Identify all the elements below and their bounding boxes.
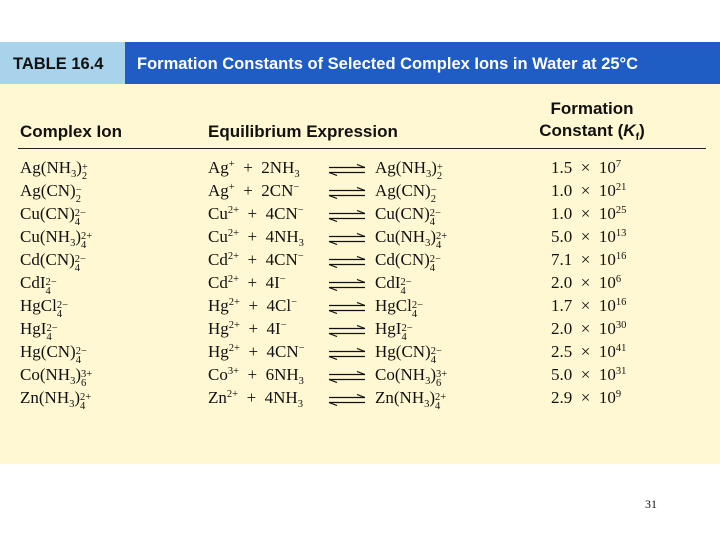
products-cell: HgI 2− 4	[375, 319, 413, 343]
header-divider	[18, 148, 706, 149]
page-number: 31	[645, 497, 657, 511]
table-row	[0, 202, 720, 228]
complex-ion-cell: HgI 2− 4	[20, 319, 58, 343]
complex-ion-cell: $Zn(NH_3)$ 2+ 4	[20, 388, 92, 412]
products-cell: $Ag(NH_3)$ + 2	[375, 158, 443, 182]
formation-constant-cell: $1.0 \times 10^{21}$	[551, 181, 627, 200]
equilibrium-arrow-icon	[327, 394, 367, 406]
reactants-cell: $Co^{3+} + 6NH_3$	[208, 365, 304, 387]
complex-ion-cell: $Cu(NH_3)$ 2+ 4	[20, 227, 93, 251]
column-header-equilibrium: Equilibrium Expression	[208, 122, 398, 141]
products-cell: HgCl 2− 4	[375, 296, 424, 320]
complex-ion-cell: Cd(CN) 2− 4	[20, 250, 86, 274]
complex-ion-cell: CdI 2− 4	[20, 273, 57, 297]
arrow-cell	[327, 253, 367, 273]
formation-constant-cell: $1.0 \times 10^{25}$	[551, 204, 627, 223]
complex-ion-cell: Ag(CN) − 2	[20, 181, 82, 205]
arrow-cell	[327, 276, 367, 296]
products-cell: Cd(CN) 2− 4	[375, 250, 441, 274]
arrow-cell	[327, 368, 367, 388]
formation-constant-cell: $2.0 \times 10^6$	[551, 273, 622, 292]
equilibrium-arrow-icon	[327, 302, 367, 314]
arrow-cell	[327, 299, 367, 319]
equilibrium-arrow-icon	[327, 187, 367, 199]
arrow-cell	[327, 322, 367, 342]
table-row	[0, 248, 720, 274]
arrow-cell	[327, 184, 367, 204]
complex-ion-cell: Cu(CN) 2− 4	[20, 204, 86, 228]
table-header-bar	[0, 42, 720, 84]
table-row	[0, 363, 720, 389]
formation-constant-cell: $7.1 \times 10^{16}$	[551, 250, 627, 269]
table-row	[0, 225, 720, 251]
formation-constant-cell: $2.9 \times 10^9$	[551, 388, 622, 407]
table-row	[0, 294, 720, 320]
table-row	[0, 386, 720, 412]
formation-constant-cell: $2.5 \times 10^{41}$	[551, 342, 627, 361]
equilibrium-arrow-icon	[327, 210, 367, 222]
formation-constant-cell: $1.7 \times 10^{16}$	[551, 296, 627, 315]
reactants-cell: $Hg^{2+} + 4CN^-$	[208, 342, 305, 361]
equilibrium-arrow-icon	[327, 371, 367, 383]
table-row	[0, 179, 720, 205]
formation-constant-cell: $5.0 \times 10^{31}$	[551, 365, 627, 384]
equilibrium-arrow-icon	[327, 325, 367, 337]
equilibrium-arrow-icon	[327, 348, 367, 360]
formation-constants-table	[0, 42, 720, 464]
complex-ion-cell: Hg(CN) 2− 4	[20, 342, 87, 366]
formation-constant-cell: $2.0 \times 10^{30}$	[551, 319, 627, 338]
table-number-label	[0, 42, 125, 84]
complex-ion-cell: HgCl 2− 4	[20, 296, 69, 320]
reactants-cell: $Cu^{2+} + 4CN^-$	[208, 204, 304, 223]
reactants-cell: $Cd^{2+} + 4CN^-$	[208, 250, 304, 269]
table-number-text: TABLE 16.4	[13, 55, 104, 73]
table-row	[0, 156, 720, 182]
arrow-cell	[327, 161, 367, 181]
arrow-cell	[327, 391, 367, 411]
products-cell: $Co(NH_3)$ 3+ 6	[375, 365, 448, 389]
reactants-cell: $Zn^{2+} + 4NH_3$	[208, 388, 303, 410]
table-title: Formation Constants of Selected Complex Ions in Water at 25°C	[137, 55, 639, 73]
formation-constant-cell: $5.0 \times 10^{13}$	[551, 227, 627, 246]
arrow-cell	[327, 207, 367, 227]
formation-constant-cell: $1.5 \times 10^7$	[551, 158, 622, 177]
header-constant-line2: Constant $(K_f)$	[539, 121, 645, 143]
arrow-cell	[327, 345, 367, 365]
equilibrium-arrow-icon	[327, 164, 367, 176]
equilibrium-arrow-icon	[327, 256, 367, 268]
products-cell: $Zn(NH_3)$ 2+ 4	[375, 388, 447, 412]
arrow-cell	[327, 230, 367, 250]
reactants-cell: $Hg^{2+} + 4I^-$	[208, 319, 287, 338]
products-cell: Hg(CN) 2− 4	[375, 342, 442, 366]
column-header-complex-ion: Complex Ion	[20, 122, 123, 141]
reactants-cell: $Cd^{2+} + 4I^-$	[208, 273, 286, 292]
reactants-cell: Ag+ + 2CN−	[208, 181, 300, 200]
header-constant-line1: Formation	[550, 99, 634, 118]
table-row	[0, 340, 720, 366]
table-body	[0, 156, 720, 412]
reactants-cell: $Hg^{2+} + 4Cl^-$	[208, 296, 298, 315]
products-cell: Ag(CN) − 2	[375, 181, 437, 205]
products-cell: $Cu(NH_3)$ 2+ 4	[375, 227, 448, 251]
table-row	[0, 271, 720, 297]
reactants-cell: $Ag^+ + 2NH_3$	[208, 158, 300, 180]
equilibrium-arrow-icon	[327, 233, 367, 245]
complex-ion-cell: $Co(NH_3)$ 3+ 6	[20, 365, 93, 389]
column-header-formation-constant	[520, 98, 664, 148]
table-row	[0, 317, 720, 343]
complex-ion-cell: $Ag(NH_3)$ + 2	[20, 158, 88, 182]
reactants-cell: $Cu^{2+} + 4NH_3$	[208, 227, 304, 249]
products-cell: CdI 2− 4	[375, 273, 412, 297]
equilibrium-arrow-icon	[327, 279, 367, 291]
products-cell: Cu(CN) 2− 4	[375, 204, 441, 228]
